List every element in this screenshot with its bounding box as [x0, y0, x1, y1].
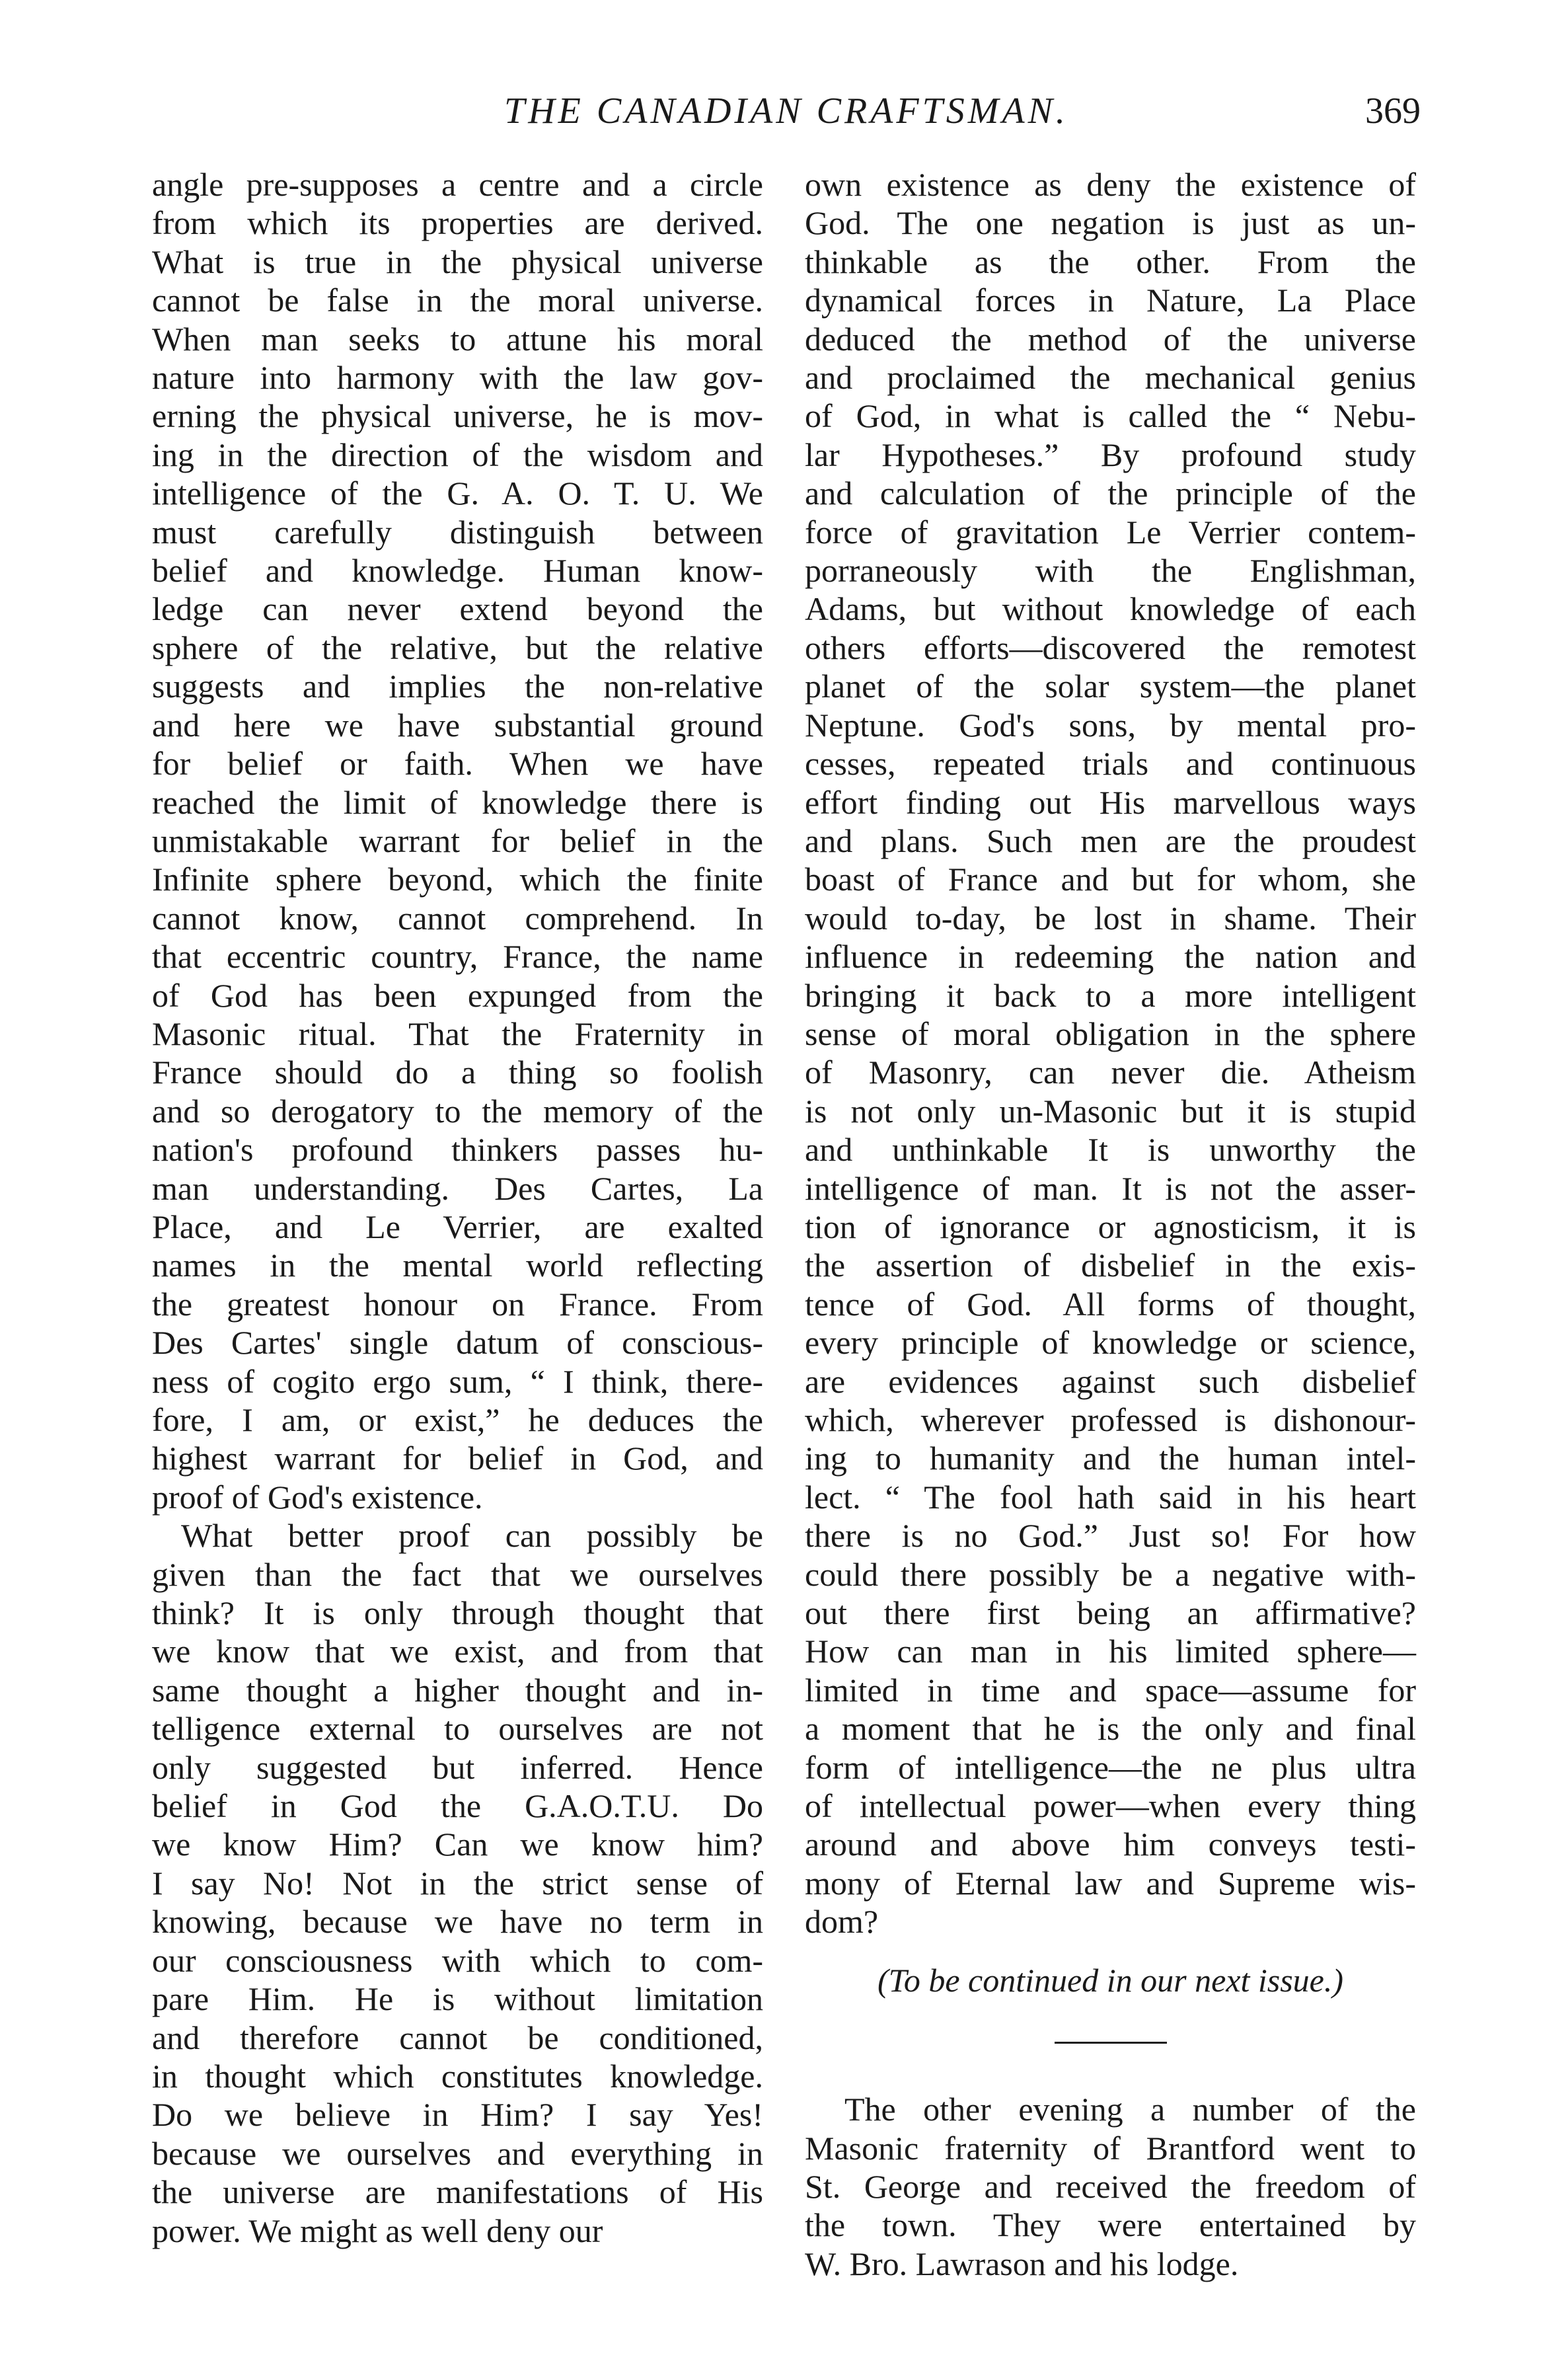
- text-line: How can man in his limited sphere—: [805, 1633, 1416, 1670]
- text-line: Masonic ritual. That the Fraternity in: [152, 1015, 763, 1052]
- text-line: I say No! Not in the strict sense of: [152, 1864, 763, 1902]
- text-line: tion of ignorance or agnosticism, it is: [805, 1208, 1416, 1245]
- text-line: power. We might as well deny our: [152, 2212, 603, 2249]
- text-line: of God, in what is called the “ Nebu-: [805, 397, 1416, 435]
- text-line: thinkable as the other. From the: [805, 243, 1416, 280]
- page-number: 369: [1365, 91, 1421, 132]
- text-line: and plans. Such men are the proudest: [805, 822, 1416, 859]
- text-line: would to-day, be lost in shame. Their: [805, 899, 1416, 937]
- text-line: bringing it back to a more intelligent: [805, 976, 1416, 1014]
- text-line: force of gravitation Le Verrier contem-: [805, 513, 1416, 551]
- right-paragraph-1: [805, 165, 1416, 1941]
- text-line: and so derogatory to the memory of the: [152, 1092, 763, 1130]
- text-line: a moment that he is the only and final: [805, 1710, 1416, 1748]
- text-line: highest warrant for belief in God, and: [152, 1440, 763, 1477]
- text-line: deduced the method of the universe: [805, 320, 1416, 358]
- text-line: own existence as deny the existence of: [805, 166, 1416, 203]
- left-column: [152, 165, 763, 2250]
- text-line: same thought a higher thought and in-: [152, 1671, 763, 1709]
- text-line: and calculation of the principle of the: [805, 475, 1416, 512]
- right-column: [805, 165, 1416, 2283]
- text-line: When man seeks to attune his moral: [152, 320, 763, 358]
- text-line: names in the mental world reflecting: [152, 1247, 763, 1284]
- text-line: sphere of the relative, but the relative: [152, 629, 763, 666]
- text-line: belief and knowledge. Human know-: [152, 552, 763, 590]
- running-head: [152, 85, 1421, 144]
- text-line: Adams, but without knowledge of each: [805, 590, 1416, 628]
- text-line: our consciousness with which to com-: [152, 1941, 763, 1979]
- text-line: of God has been expunged from the: [152, 976, 763, 1014]
- text-line: W. Bro. Lawrason and his lodge.: [805, 2245, 1239, 2282]
- text-line: knowing, because we have no term in: [152, 1903, 763, 1941]
- text-line: The other evening a number of the: [844, 2091, 1416, 2128]
- text-line: from which its properties are derived.: [152, 204, 763, 242]
- text-line: in thought which constitutes knowledge.: [152, 2057, 763, 2095]
- text-line: cannot be false in the moral universe.: [152, 282, 763, 319]
- text-line: of Masonry, can never die. Atheism: [805, 1054, 1416, 1091]
- text-line: fore, I am, or exist,” he deduces the: [152, 1401, 763, 1438]
- text-line: and proclaimed the mechanical genius: [805, 359, 1416, 397]
- text-line: Neptune. God's sons, by mental pro-: [805, 706, 1416, 744]
- text-line: and here we have substantial ground: [152, 706, 763, 744]
- text-line: What better proof can possibly be: [181, 1517, 763, 1555]
- text-line: only suggested but inferred. Hence: [152, 1748, 763, 1786]
- text-line: ing in the direction of the wisdom and: [152, 436, 763, 473]
- text-line: intelligence of man. It is not the asser-: [805, 1169, 1416, 1207]
- text-line: which, wherever professed is dishonour-: [805, 1401, 1416, 1438]
- text-line: of intellectual power—when every thing: [805, 1787, 1416, 1825]
- text-line: Infinite sphere beyond, which the finite: [152, 861, 763, 898]
- text-line: unmistakable warrant for belief in the: [152, 822, 763, 859]
- text-line: could there possibly be a negative with-: [805, 1555, 1416, 1593]
- text-line: nation's profound thinkers passes hu-: [152, 1131, 763, 1169]
- text-line: proof of God's existence.: [152, 1478, 483, 1516]
- text-line: Place, and Le Verrier, are exalted: [152, 1208, 763, 1245]
- left-paragraph-2: [152, 1516, 763, 2250]
- text-line: erning the physical universe, he is mov-: [152, 397, 763, 435]
- running-title: THE CANADIAN CRAFTSMAN.: [504, 91, 1068, 132]
- text-line: and therefore cannot be conditioned,: [152, 2019, 763, 2056]
- text-line: dynamical forces in Nature, La Place: [805, 282, 1416, 319]
- text-line: is not only un-Masonic but it is stupid: [805, 1092, 1416, 1130]
- text-line: influence in redeeming the nation and: [805, 938, 1416, 976]
- text-line: boast of France and but for whom, she: [805, 861, 1416, 898]
- text-line: France should do a thing so foolish: [152, 1054, 763, 1091]
- brantford-note: [805, 2090, 1416, 2283]
- text-line: there is no God.” Just so! For how: [805, 1517, 1416, 1555]
- text-line: limited in time and space—assume for: [805, 1671, 1416, 1709]
- text-line: nature into harmony with the law gov-: [152, 359, 763, 397]
- text-line: porraneously with the Englishman,: [805, 552, 1416, 590]
- text-line: cannot know, cannot comprehend. In: [152, 899, 763, 937]
- text-line: angle pre-supposes a centre and a circle: [152, 166, 763, 203]
- text-line: are evidences against such disbelief: [805, 1362, 1416, 1400]
- text-line: mony of Eternal law and Supreme wis-: [805, 1864, 1416, 1902]
- text-line: we know that we exist, and from that: [152, 1633, 763, 1670]
- text-line: St. George and received the freedom of: [805, 2167, 1416, 2205]
- text-line: we know Him? Can we know him?: [152, 1826, 763, 1863]
- text-line: form of intelligence—the ne plus ultra: [805, 1748, 1416, 1786]
- text-line: lect. “ The fool hath said in his heart: [805, 1478, 1416, 1516]
- text-line: given than the fact that we ourselves: [152, 1555, 763, 1593]
- text-line: Des Cartes' single datum of conscious-: [152, 1324, 763, 1362]
- text-line: dom?: [805, 1903, 879, 1941]
- text-line: the universe are manifestations of His: [152, 2173, 763, 2211]
- text-line: think? It is only through thought that: [152, 1594, 763, 1632]
- left-paragraph-1: [152, 165, 763, 1516]
- text-line: suggests and implies the non-relative: [152, 668, 763, 705]
- text-line: planet of the solar system—the planet: [805, 668, 1416, 705]
- text-line: every principle of knowledge or science,: [805, 1324, 1416, 1362]
- text-line: reached the limit of knowledge there is: [152, 783, 763, 821]
- text-line: effort finding out His marvellous ways: [805, 783, 1416, 821]
- text-line: intelligence of the G. A. O. T. U. We: [152, 475, 763, 512]
- text-line: man understanding. Des Cartes, La: [152, 1169, 763, 1207]
- text-line: out there first being an affirmative?: [805, 1594, 1416, 1632]
- text-line: pare Him. He is without limitation: [152, 1980, 763, 2018]
- text-line: sense of moral obligation in the sphere: [805, 1015, 1416, 1052]
- text-line: the greatest honour on France. From: [152, 1285, 763, 1323]
- text-line: the town. They were entertained by: [805, 2206, 1416, 2244]
- text-line: tence of God. All forms of thought,: [805, 1285, 1416, 1323]
- text-line: belief in God the G.A.O.T.U. Do: [152, 1787, 763, 1825]
- text-line: ness of cogito ergo sum, “ I think, there-: [152, 1362, 763, 1400]
- text-line: around and above him conveys testi-: [805, 1826, 1416, 1863]
- text-line: must carefully distinguish between: [152, 513, 763, 551]
- text-line: What is true in the physical universe: [152, 243, 763, 280]
- text-line: Do we believe in Him? I say Yes!: [152, 2096, 763, 2134]
- text-line: Masonic fraternity of Brantford went to: [805, 2129, 1416, 2167]
- text-line: lar Hypotheses.” By profound study: [805, 436, 1416, 473]
- text-line: God. The one negation is just as un-: [805, 204, 1416, 242]
- text-line: telligence external to ourselves are not: [152, 1710, 763, 1748]
- text-line: for belief or faith. When we have: [152, 745, 763, 783]
- text-line: and unthinkable It is unworthy the: [805, 1131, 1416, 1169]
- section-divider: [1055, 2042, 1167, 2044]
- text-line: ledge can never extend beyond the: [152, 590, 763, 628]
- text-line: because we ourselves and everything in: [152, 2134, 763, 2172]
- continued-note: (To be continued in our next issue.): [877, 1961, 1343, 1999]
- text-line: others efforts—discovered the remotest: [805, 629, 1416, 666]
- text-line: ing to humanity and the human intel-: [805, 1440, 1416, 1477]
- text-line: that eccentric country, France, the name: [152, 938, 763, 976]
- text-line: the assertion of disbelief in the exis-: [805, 1247, 1416, 1284]
- text-line: cesses, repeated trials and continuous: [805, 745, 1416, 783]
